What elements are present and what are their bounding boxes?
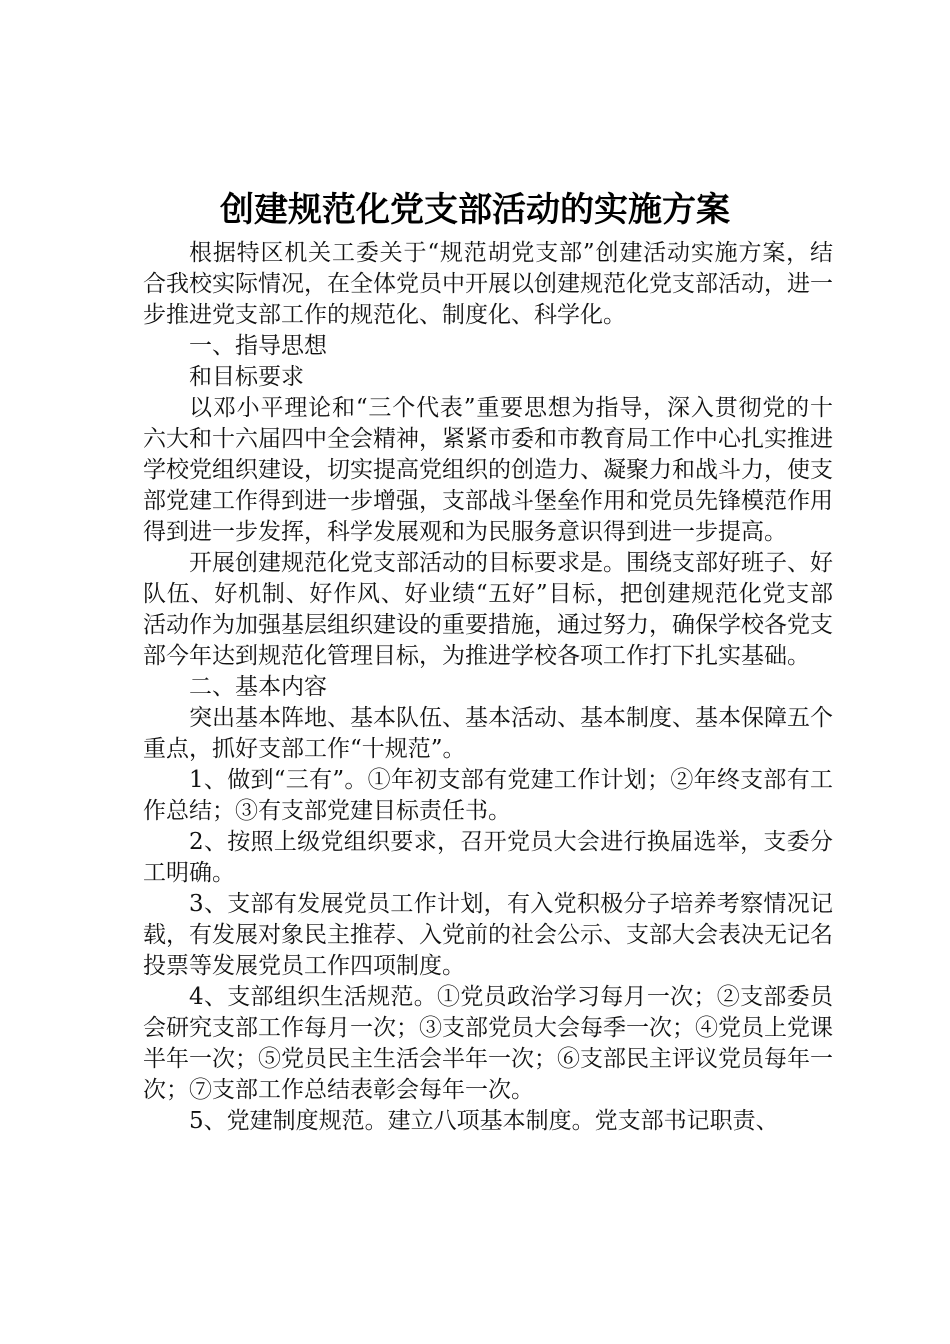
list-item-3: 3、支部有发展党员工作计划，有入党积极分子培养考察情况记载，有发展对象民主推荐、入党前的社会公示、支部大会表决无记名投票等发展党员工作四项制度。 bbox=[143, 891, 833, 979]
paragraph-goal-requirements: 开展创建规范化党支部活动的目标要求是。围绕支部好班子、好队伍、好机制、好作风、好业绩“五好”目标，把创建规范化党支部活动作为加强基层组织建设的重要措施，通过努力，确保学校各党支部今年达到规范化管理目标，为推进学校各项工作打下扎实基础。 bbox=[143, 550, 833, 669]
paragraph-intro: 根据特区机关工委关于“规范胡党支部”创建活动实施方案，结合我校实际情况，在全体党员中开展以创建规范化党支部活动，进一步推进党支部工作的规范化、制度化、科学化。 bbox=[143, 240, 833, 328]
document-title: 创建规范化党支部活动的实施方案 bbox=[220, 190, 730, 230]
paragraph-basic-content: 突出基本阵地、基本队伍、基本活动、基本制度、基本保障五个重点，抓好支部工作“十规范”。 bbox=[143, 705, 833, 762]
section-heading-basic-content: 二、基本内容 bbox=[189, 674, 327, 700]
document-body bbox=[143, 238, 833, 1137]
paragraph-guiding-ideology: 以邓小平理论和“三个代表”重要思想为指导，深入贯彻党的十六大和十六届四中全会精神，紧紧市委和市教育局工作中心扎实推进学校党组织建设，切实提高党组织的创造力、凝聚力和战斗力，使支部党建工作得到进一步增强，支部战斗堡垒作用和党员先锋模范作用得到进一步发挥，科学发展观和为民服务意识得到进一步提高。 bbox=[143, 395, 833, 545]
list-item-4: 4、支部组织生活规范。①党员政治学习每月一次；②支部委员会研究支部工作每月一次；③支部党员大会每季一次；④党员上党课半年一次；⑤党员民主生活会半年一次；⑥支部民主评议党员每年一次；⑦支部工作总结表彰会每年一次。 bbox=[143, 984, 833, 1103]
list-item-1: 1、做到“三有”。①年初支部有党建工作计划；②年终支部有工作总结；③有支部党建目标责任书。 bbox=[143, 767, 833, 824]
section-heading-goals: 和目标要求 bbox=[189, 364, 304, 390]
list-item-2: 2、按照上级党组织要求，召开党员大会进行换届选举，支委分工明确。 bbox=[143, 829, 833, 886]
section-heading-guiding-ideology: 一、指导思想 bbox=[189, 333, 327, 359]
list-item-5: 5、党建制度规范。建立八项基本制度。党支部书记职责、 bbox=[189, 1108, 779, 1134]
